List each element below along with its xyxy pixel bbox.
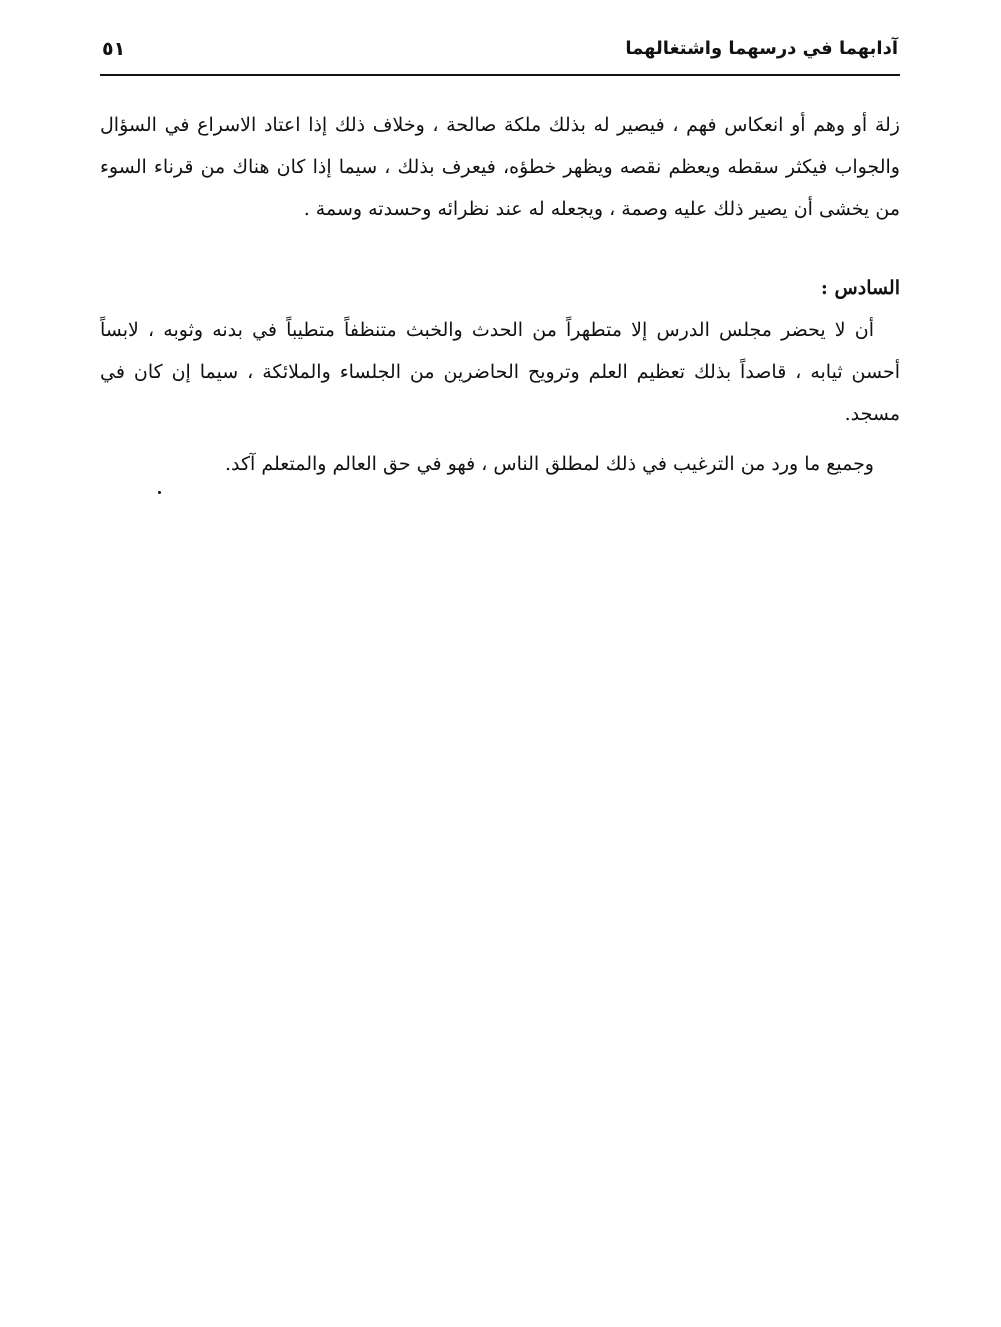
stray-ink-dot bbox=[158, 491, 161, 494]
running-title: آدابهما في درسهما واشتغالهما bbox=[625, 38, 898, 59]
body-paragraph-3: وجميع ما ورد من الترغيب في ذلك لمطلق الناس ، فهو في حق العالم والمتعلم آكد. bbox=[225, 453, 874, 475]
body-paragraph-2: أن لا يحضر مجلس الدرس إلا متطهراً من الحدث والخبث متنظفاً متطيباً في بدنه وثوبه ، لابساً أحسن ثيابه ، قاصداً بذلك تعظيم العلم وترويح الحاضرين من الجلساء والملائكة ، سيما إن كان في مسجد. bbox=[100, 319, 900, 425]
page-number: ٥١ bbox=[102, 38, 126, 60]
body-paragraph-1: زلة أو وهم أو انعكاس فهم ، فيصير له بذلك ملكة صالحة ، وخلاف ذلك إذا اعتاد الاسراع في السؤال والجواب فيكثر سقطه ويعظم نقصه ويظهر خطؤه، فيعرف بذلك ، سيما إذا كان هناك من قرناء السوء من يخشى أن يصير ذلك عليه وصمة ، ويجعله له عند نظرائه وحسدته وسمة . bbox=[100, 114, 900, 220]
section-heading: السادس : bbox=[820, 277, 900, 299]
page-header bbox=[100, 36, 900, 76]
